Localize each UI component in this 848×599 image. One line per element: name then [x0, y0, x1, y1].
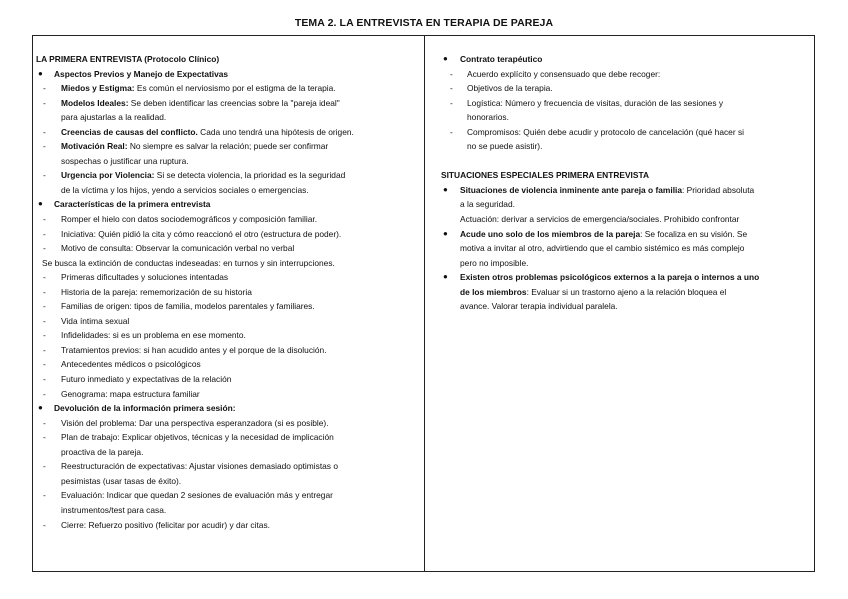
dash-icon: -: [450, 126, 453, 137]
list-item: - Iniciativa: Quién pidió la cita y cómo reaccionó el otro (estructura de poder).: [36, 227, 416, 242]
list-item: - Plan de trabajo: Explicar objetivos, técnicas y la necesidad de implicación: [36, 430, 416, 445]
dash-icon: -: [43, 272, 46, 283]
dash-icon: -: [450, 97, 453, 108]
list-item: - Acuerdo explícito y consensuado que debe recoger:: [441, 67, 809, 82]
dash-icon: -: [43, 315, 46, 326]
list-item: - Reestructuración de expectativas: Ajustar visiones demasiado optimistas o: [36, 459, 416, 474]
list-item-continuation: de los miembros: Evaluar si un trastorno ajeno a la relación bloquea el: [460, 286, 727, 297]
bullet-heading: ● Características de la primera entrevista: [36, 197, 416, 212]
list-item: - Genograma: mapa estructura familiar: [36, 387, 416, 402]
list-item-continuation: de la víctima y los hijos, yendo a servicios sociales o emergencias.: [61, 184, 309, 195]
dash-icon: -: [43, 301, 46, 312]
dash-icon: -: [43, 83, 46, 94]
dash-icon: -: [43, 330, 46, 341]
bullet-icon: ●: [38, 68, 43, 78]
dash-icon: -: [450, 83, 453, 94]
list-item: - Logística: Número y frecuencia de visitas, duración de las sesiones y: [441, 96, 809, 111]
list-item: - Vida íntima sexual: [36, 314, 416, 329]
bullet-icon: ●: [443, 184, 448, 194]
dash-icon: -: [43, 286, 46, 297]
list-item-continuation: proactiva de la pareja.: [61, 446, 144, 457]
dash-icon: -: [43, 170, 46, 181]
list-item-continuation: honorarios.: [467, 112, 509, 123]
list-item: - Infidelidades: si es un problema en ese momento.: [36, 328, 416, 343]
bullet-item: ● Situaciones de violencia inminente ante pareja o familia: Prioridad absoluta: [441, 183, 809, 198]
list-item: - Modelos Ideales: Se deben identificar las creencias sobre la "pareja ideal": [36, 96, 416, 111]
dash-icon: -: [43, 359, 46, 370]
list-item: - Evaluación: Indicar que quedan 2 sesiones de evaluación más y entregar: [36, 488, 416, 503]
bullet-heading: ● Devolución de la información primera sesión:: [36, 401, 416, 416]
list-item: - Urgencia por Violencia: Si se detecta violencia, la prioridad es la seguridad: [36, 168, 416, 183]
section-heading: SITUACIONES ESPECIALES PRIMERA ENTREVISTA: [441, 170, 650, 181]
list-item: - Motivo de consulta: Observar la comunicación verbal no verbal: [36, 241, 416, 256]
dash-icon: -: [43, 490, 46, 501]
list-item: - Cierre: Refuerzo positivo (felicitar por acudir) y dar citas.: [36, 518, 416, 533]
dash-icon: -: [43, 374, 46, 385]
left-column: [36, 52, 416, 532]
dash-icon: -: [43, 432, 46, 443]
list-item-continuation: avance. Valorar terapia individual paralela.: [460, 301, 618, 312]
list-item-continuation: motiva a invitar al otro, advirtiendo que el cambio sistémico es más complejo: [460, 243, 745, 254]
dash-icon: -: [43, 243, 46, 254]
bullet-icon: ●: [443, 272, 448, 282]
list-item-continuation: Actuación: derivar a servicios de emergencia/sociales. Prohibido confrontar: [460, 214, 740, 225]
list-item: - Antecedentes médicos o psicológicos: [36, 357, 416, 372]
list-item-continuation: no se puede asistir).: [467, 141, 543, 152]
column-divider: [424, 35, 425, 572]
dash-icon: -: [43, 461, 46, 472]
bullet-heading: ● Contrato terapéutico: [441, 52, 809, 67]
list-item: - Objetivos de la terapia.: [441, 81, 809, 96]
bullet-item: ● Acude uno solo de los miembros de la pareja: Se focaliza en su visión. Se: [441, 227, 809, 242]
dash-icon: -: [43, 97, 46, 108]
list-item: - Miedos y Estigma: Es común el nerviosismo por el estigma de la terapia.: [36, 81, 416, 96]
spacer: [441, 154, 809, 169]
dash-icon: -: [43, 388, 46, 399]
list-item-continuation: pesimistas (usar tasas de éxito).: [61, 475, 182, 486]
list-item: - Creencias de causas del conflicto. Cada uno tendrá una hipótesis de origen.: [36, 125, 416, 140]
section-heading: LA PRIMERA ENTREVISTA (Protocolo Clínico): [36, 54, 220, 64]
list-item: - Primeras dificultades y soluciones intentadas: [36, 270, 416, 285]
list-item: - Familias de origen: tipos de familia, modelos parentales y familiares.: [36, 299, 416, 314]
list-item: - Historia de la pareja: rememorización de su historia: [36, 285, 416, 300]
bullet-icon: ●: [38, 403, 43, 413]
bullet-item: ● Existen otros problemas psicológicos externos a la pareja o internos a uno: [441, 270, 809, 285]
list-item-continuation: sospechas o justificar una ruptura.: [61, 155, 189, 166]
right-column: [441, 52, 809, 314]
dash-icon: -: [43, 228, 46, 239]
dash-icon: -: [43, 141, 46, 152]
bullet-icon: ●: [443, 228, 448, 238]
bullet-icon: ●: [443, 54, 448, 63]
list-item: - Visión del problema: Dar una perspectiva esperanzadora (si es posible).: [36, 416, 416, 431]
list-item-continuation: pero no imposible.: [460, 257, 529, 268]
list-item: - Tratamientos previos: si han acudido antes y el porque de la disolución.: [36, 343, 416, 358]
list-item-continuation: para ajustarlas a la realidad.: [61, 112, 167, 123]
list-item: - Motivación Real: No siempre es salvar la relación; puede ser confirmar: [36, 139, 416, 154]
dash-icon: -: [450, 68, 453, 79]
dash-icon: -: [43, 214, 46, 225]
dash-icon: -: [43, 344, 46, 355]
list-item: - Futuro inmediato y expectativas de la relación: [36, 372, 416, 387]
bullet-heading: ● Aspectos Previos y Manejo de Expectativas: [36, 67, 416, 82]
list-item-continuation: instrumentos/test para casa.: [61, 504, 167, 515]
bullet-icon: ●: [38, 199, 43, 209]
list-item-continuation: a la seguridad.: [460, 199, 515, 210]
plain-text: Se busca la extinción de conductas indeseadas: en turnos y sin interrupciones.: [42, 257, 335, 268]
list-item: - Romper el hielo con datos sociodemográficos y composición familiar.: [36, 212, 416, 227]
page-title: TEMA 2. LA ENTREVISTA EN TERAPIA DE PAREJA: [294, 17, 554, 29]
dash-icon: -: [43, 519, 46, 530]
dash-icon: -: [43, 126, 46, 137]
list-item: - Compromisos: Quién debe acudir y protocolo de cancelación (qué hacer si: [441, 125, 809, 140]
dash-icon: -: [43, 417, 46, 428]
